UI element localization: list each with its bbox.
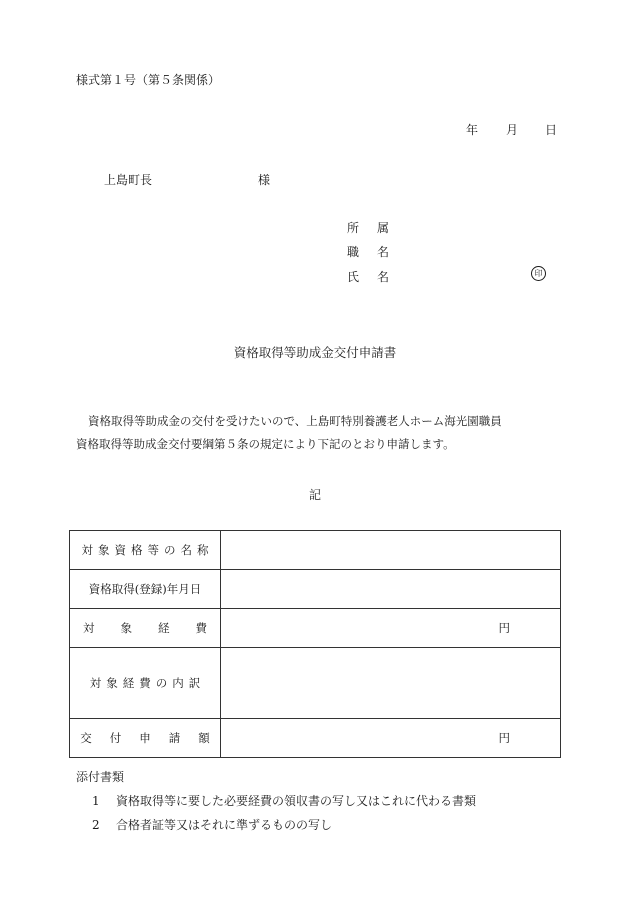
date-year-label: 年 (466, 123, 479, 137)
form-number: 様式第１号（第５条関係） (76, 73, 221, 87)
addressee-name: 上島町長 (104, 173, 153, 187)
yen-unit: 円 (498, 731, 510, 745)
applicant-name-label: 氏名 (347, 270, 408, 284)
acquisition-date-field[interactable] (221, 570, 561, 609)
body-line-1: 資格取得等助成金の交付を受けたいので、上島町特別養護老人ホーム海光園職員 (88, 414, 502, 428)
row-label-requested-amount: 交付申請額 (70, 719, 221, 758)
date-month-label: 月 (506, 123, 519, 137)
row-label-acquisition-date: 資格取得(登録)年月日 (70, 570, 221, 609)
attachment-item (92, 816, 332, 833)
table-row (70, 531, 561, 570)
document-title: 資格取得等助成金交付申請書 (233, 345, 397, 360)
row-label-expense-breakdown: 対象経費の内訳 (70, 648, 221, 719)
applicant-affiliation-label: 所属 (347, 221, 408, 235)
yen-unit: 円 (498, 621, 510, 635)
table-row (70, 719, 561, 758)
addressee-honorific: 様 (258, 173, 271, 187)
attachment-number: 1 (92, 794, 100, 808)
body-line-2: 資格取得等助成金交付要綱第５条の規定により下記のとおり申請します。 (76, 437, 455, 451)
attachment-item (92, 792, 476, 809)
table-row (70, 648, 561, 719)
attachment-text: 資格取得等に要した必要経費の領収書の写し又はこれに代わる書類 (116, 794, 477, 808)
attachment-text: 合格者証等又はそれに準ずるものの写し (116, 818, 333, 832)
body-paragraph (76, 410, 566, 456)
seal-mark: 印 (531, 266, 546, 281)
attachments-heading: 添付書類 (76, 770, 125, 784)
qualification-name-field[interactable] (221, 531, 561, 570)
date-day-label: 日 (545, 123, 558, 137)
applicant-position-label: 職名 (347, 245, 408, 259)
requested-amount-field[interactable] (221, 719, 561, 758)
table-row (70, 609, 561, 648)
eligible-expenses-field[interactable] (221, 609, 561, 648)
row-label-qualification-name: 対象資格等の名称 (70, 531, 221, 570)
application-table (69, 530, 561, 758)
row-label-eligible-expenses: 対象経費 (70, 609, 221, 648)
table-row (70, 570, 561, 609)
attachment-number: 2 (92, 818, 100, 832)
expense-breakdown-field[interactable] (221, 648, 561, 719)
ki-heading: 記 (308, 488, 321, 502)
